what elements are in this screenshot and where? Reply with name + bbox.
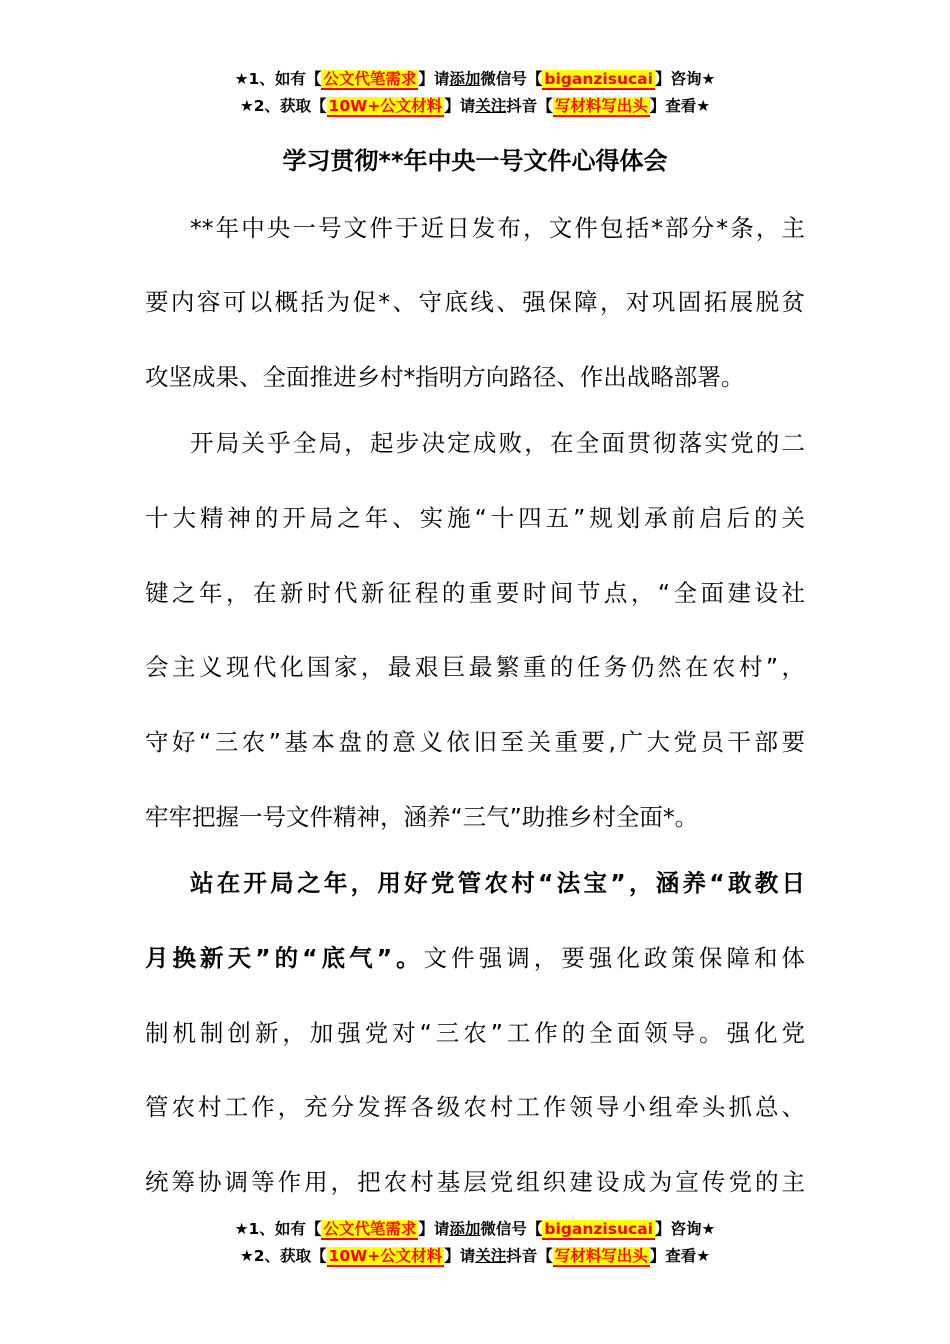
banner-line-2: ★2、获取【 10W+公文材料 】请关注抖音【 写材料写出头 】查看★	[239, 97, 711, 115]
banner-highlight: 10W+公文材料	[328, 1247, 443, 1265]
paragraph-line: **年中央一号文件于近日发布，文件包括*部分*条，主	[190, 214, 805, 242]
bottom-banner	[0, 1216, 950, 1270]
paragraph-heading-line: 站在开局之年，用好党管农村“法宝”，涵养“敢教日	[190, 869, 805, 897]
paragraph-line: 十大精神的开局之年、实施“十四五”规划承前启后的关	[145, 504, 805, 532]
banner-highlight: 写材料写出头	[554, 1247, 648, 1265]
banner-highlight: 公文代笔需求	[323, 70, 417, 88]
paragraph-line: 守好“三农”基本盘的意义依旧至关重要,广大党员干部要	[145, 728, 805, 756]
paragraph-line: 键之年，在新时代新征程的重要时间节点，“全面建设社	[145, 579, 805, 607]
banner-line-2: ★2、获取【 10W+公文材料 】请关注抖音【 写材料写出头 】查看★	[239, 1247, 711, 1265]
top-banner	[0, 66, 950, 120]
banner-highlight: 写材料写出头	[554, 97, 648, 115]
banner-line-1: ★1、如有【 公文代笔需求 】请添加微信号【 biganzisucai 】咨询★	[234, 1220, 716, 1238]
banner-highlight: 10W+公文材料	[328, 97, 443, 115]
banner-line-1: ★1、如有【 公文代笔需求 】请添加微信号【 biganzisucai 】咨询★	[234, 70, 716, 88]
paragraph-line: 管农村工作，充分发挥各级农村工作领导小组牵头抓总、	[145, 1093, 805, 1121]
banner-highlight: 公文代笔需求	[323, 1220, 417, 1238]
paragraph-line: 统筹协调等作用，把农村基层党组织建设成为宣传党的主	[145, 1168, 805, 1196]
paragraph-line: 月换新天”的“底气”。文件强调，要强化政策保障和体	[145, 944, 805, 972]
banner-highlight: biganzisucai	[544, 1220, 653, 1238]
paragraph-line: 攻坚成果、全面推进乡村*指明方向路径、作出战略部署。	[145, 363, 745, 391]
banner-highlight: biganzisucai	[544, 70, 653, 88]
paragraph-line: 开局关乎全局，起步决定成败，在全面贯彻落实党的二	[190, 429, 805, 457]
bold-heading-end: 月换新天”的“底气”。	[145, 944, 424, 972]
paragraph-line: 会主义现代化国家，最艰巨最繁重的任务仍然在农村”，	[145, 653, 805, 681]
document-title: 学习贯彻**年中央一号文件心得体会	[282, 147, 668, 175]
paragraph-line: 牢牢把握一号文件精神，涵养“三气”助推乡村全面*。	[145, 803, 699, 831]
paragraph-line: 制机制创新，加强党对“三农”工作的全面领导。强化党	[145, 1019, 805, 1047]
paragraph-line: 要内容可以概括为促*、守底线、强保障，对巩固拓展脱贫	[145, 288, 805, 316]
